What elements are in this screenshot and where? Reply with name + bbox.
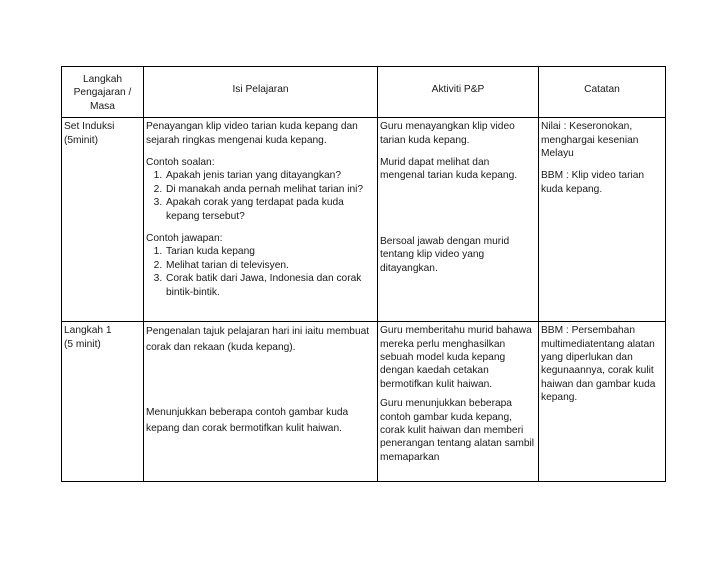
cell-isi: [144, 118, 378, 322]
cell-aktiviti: [378, 118, 539, 322]
list-item: 3. Corak batik dari Jawa, Indonesia dan corak bintik-bintik.: [165, 272, 375, 299]
header-isi: Isi Pelajaran: [144, 67, 378, 118]
langkah-title: Langkah 1: [64, 325, 112, 337]
cell-catatan: [539, 118, 666, 322]
langkah-time: (5minit): [64, 134, 98, 146]
soalan-list: [146, 169, 375, 223]
table-row: [62, 322, 666, 482]
header-row: [62, 67, 666, 118]
list-item: 1. Tarian kuda kepang: [165, 245, 375, 258]
lesson-plan-table: [61, 66, 666, 482]
catatan-text: Nilai : Keseronokan, menghargai kesenian Melayu: [541, 121, 639, 160]
list-item: 1. Apakah jenis tarian yang ditayangkan?: [165, 169, 375, 182]
cell-catatan: [539, 322, 666, 482]
aktiviti-text: Murid dapat melihat dan mengenal tarian kuda kepang.: [380, 157, 518, 182]
catatan-text: BBM : Persembahan multimediatentang alatan yang diperlukan dan kegunaannya, corak kulit haiwan dan gambar kuda kepang.: [541, 325, 656, 404]
header-aktiviti: Aktiviti P&P: [378, 67, 539, 118]
list-item: 2. Di manakah anda pernah melihat tarian ini?: [165, 183, 375, 196]
isi-intro: Penayangan klip video tarian kuda kepang dan sejarah ringkas mengenai kuda kepang.: [146, 121, 358, 146]
catatan-text: BBM : Klip video tarian kuda kepang.: [541, 170, 645, 195]
jawapan-list: [146, 245, 375, 299]
header-langkah: Langkah Pengajaran / Masa: [62, 67, 144, 118]
cell-langkah: [62, 118, 144, 322]
list-item: 2. Melihat tarian di televisyen.: [165, 259, 375, 272]
langkah-time: (5 minit): [64, 338, 101, 350]
header-catatan: Catatan: [539, 67, 666, 118]
cell-langkah: [62, 322, 144, 482]
isi-text: Pengenalan tajuk pelajaran hari ini iaitu membuat corak dan rekaan (kuda kepang).: [146, 326, 370, 353]
jawapan-label: Contoh jawapan:: [146, 233, 223, 245]
cell-isi: [144, 322, 378, 482]
list-item: 3. Apakah corak yang terdapat pada kuda kepang tersebut?: [165, 196, 375, 223]
soalan-label: Contoh soalan:: [146, 157, 215, 169]
cell-aktiviti: [378, 322, 539, 482]
aktiviti-text: Guru menunjukkan beberapa contoh gambar kuda kepang, corak kulit haiwan dan memberi penerangan tentang alatan sambil memaparkan: [380, 398, 535, 463]
isi-text: Menunjukkan beberapa contoh gambar kuda kepang dan corak bermotifkan kulit haiwan.: [146, 407, 349, 434]
aktiviti-text: Guru memberitahu murid bahawa mereka perlu menghasilkan sebuah model kuda kepang dengan kaedah cetakan bermotifkan kulit haiwan.: [380, 325, 532, 390]
aktiviti-text: Bersoal jawab dengan murid tentang klip video yang ditayangkan.: [380, 235, 510, 274]
langkah-title: Set Induksi: [64, 121, 115, 133]
aktiviti-text: Guru menayangkan klip video tarian kuda kepang.: [380, 121, 515, 146]
table-row: [62, 118, 666, 322]
